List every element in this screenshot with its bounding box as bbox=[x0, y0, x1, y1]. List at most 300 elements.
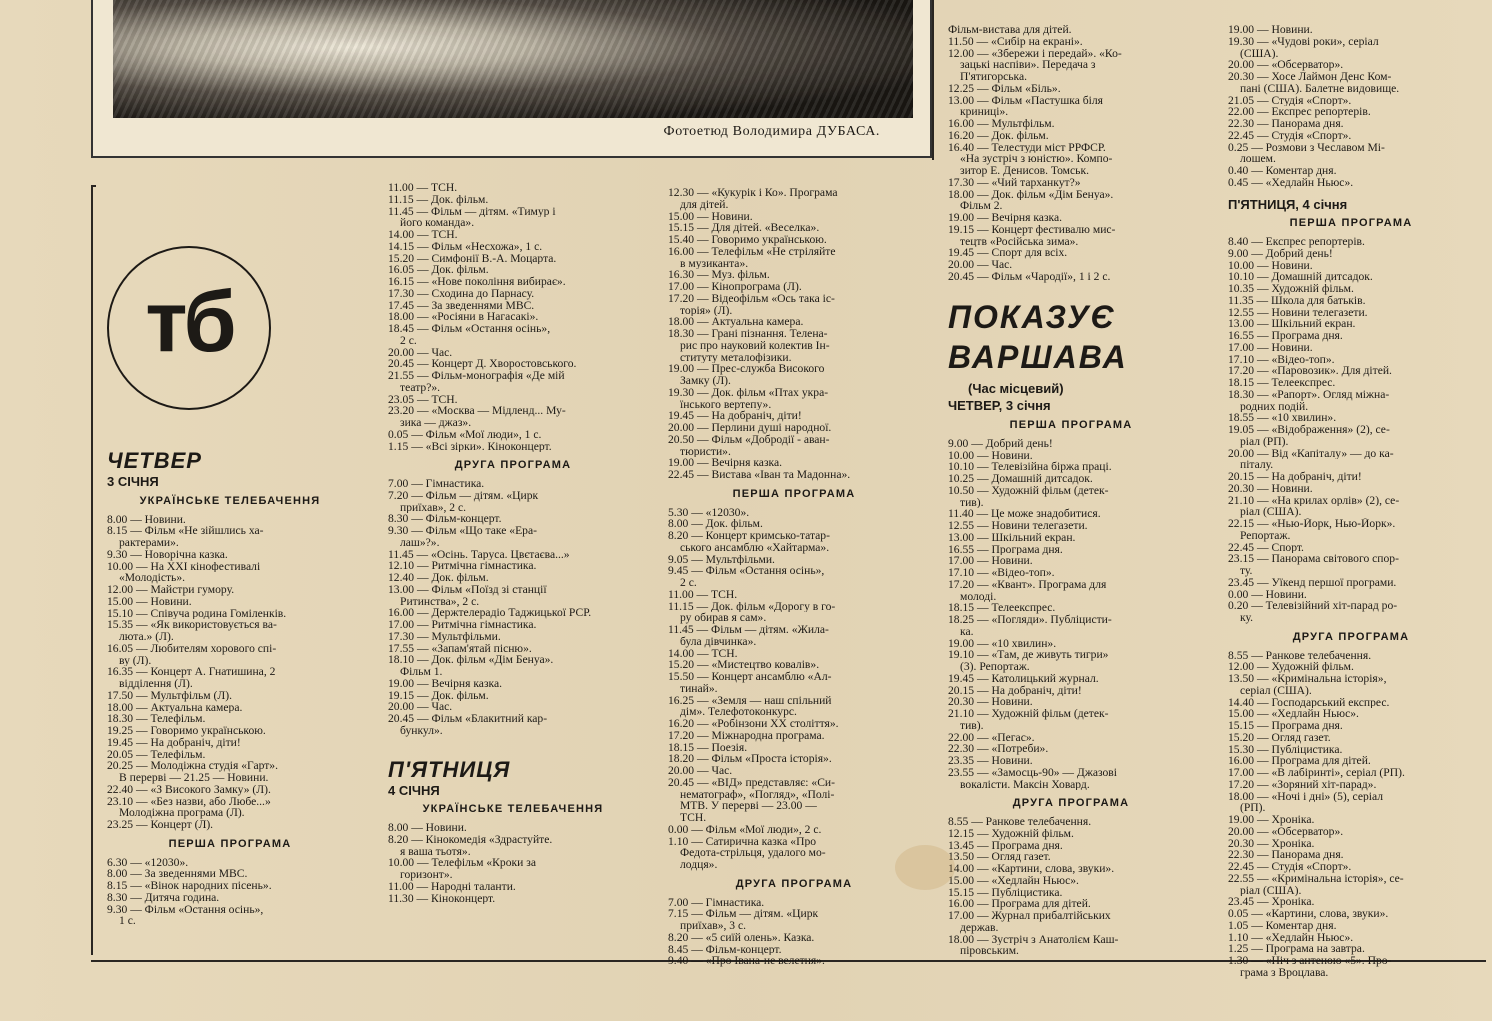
schedule-line: 16.00 — Програма для дітей. bbox=[948, 898, 1091, 910]
column-5 bbox=[1228, 24, 1474, 979]
schedule-line: 11.45 — «Осінь. Таруса. Цвєтаєва...» bbox=[388, 548, 570, 561]
schedule-line: 1.10 — «Хедлайн Ньюс». bbox=[1228, 931, 1354, 944]
schedule-line: 18.45 — Фільм «Остання осінь», bbox=[388, 323, 551, 335]
schedule-line: 0.45 — «Хедлайн Ньюс». bbox=[1228, 176, 1354, 189]
schedule-line: 11.30 — Кіноконцерт. bbox=[388, 892, 496, 905]
tv-logo-text: тб bbox=[145, 273, 233, 370]
schedule-line: зика — джаз». bbox=[400, 417, 472, 429]
schedule-line: 11.00 — ТСН. bbox=[668, 588, 738, 601]
schedule-line: 13.00 — Фільм «Пастушка біля bbox=[948, 94, 1104, 107]
day-heading-friday: П'ЯТНИЦЯ bbox=[388, 756, 511, 782]
schedule-line: 20.00 — «Обсерватор». bbox=[1228, 59, 1344, 71]
schedule-line: 15.10 — Співуча родина Гоміленків. bbox=[107, 607, 287, 620]
schedule-line: 11.45 — Фільм — дітям. «Тимур і bbox=[388, 205, 556, 218]
schedule-list bbox=[948, 24, 1194, 283]
schedule-line: 23.55 — «Замосць-90» — Джазові bbox=[948, 766, 1117, 779]
schedule-line: тецтв «Російська зима». bbox=[960, 235, 1079, 248]
schedule-line: 23.15 — Панорама світового спор- bbox=[1228, 553, 1399, 565]
schedule-line: 17.00 — Журнал прибалтійських bbox=[948, 910, 1111, 922]
schedule-line: 20.00 — Час. bbox=[948, 259, 1013, 271]
schedule-line: 9.05 — Мультфільми. bbox=[668, 553, 775, 566]
schedule-line: 17.10 — «Відео-топ». bbox=[1228, 353, 1335, 366]
schedule-line: 8.30 — Фільм-концерт. bbox=[388, 513, 502, 525]
schedule-line: «На зустріч з юністю». Компо- bbox=[960, 153, 1113, 165]
rule-left-vertical bbox=[91, 185, 93, 955]
schedule-line: ріал (США). bbox=[1240, 884, 1302, 897]
schedule-line: 12.00 — Художній фільм. bbox=[1228, 661, 1354, 673]
paper-stain bbox=[895, 845, 955, 890]
schedule-line: 13.00 — Шкільний екран. bbox=[948, 531, 1076, 544]
schedule-line: його команда». bbox=[400, 217, 475, 229]
schedule-list bbox=[388, 478, 638, 737]
schedule-line: зитор Е. Денисов. Томськ. bbox=[960, 165, 1089, 177]
section-heading: ПЕРША ПРОГРАМА bbox=[1009, 419, 1133, 431]
column-3 bbox=[668, 187, 920, 967]
schedule-line: 0.00 — Новини. bbox=[1228, 588, 1307, 601]
schedule-list bbox=[107, 857, 353, 928]
schedule-line: 23.10 — «Без назви, або Любе...» bbox=[107, 795, 271, 808]
schedule-line: 20.00 — Час. bbox=[388, 701, 453, 713]
section-heading: ПЕРША ПРОГРАМА bbox=[1289, 217, 1413, 230]
schedule-line: нематограф», «Погляд», «Полі- bbox=[680, 788, 835, 801]
schedule-line: лошем. bbox=[1240, 153, 1276, 165]
schedule-line: 8.00 — Док. фільм. bbox=[668, 518, 763, 530]
schedule-line: 12.40 — Док. фільм. bbox=[388, 572, 489, 584]
schedule-line: Ритинства», 2 с. bbox=[400, 595, 480, 608]
schedule-line: 23.45 — Уїкенд першої програми. bbox=[1228, 576, 1397, 589]
schedule-line: 11.15 — Док. фільм «Дорогу в го- bbox=[668, 600, 836, 613]
date-heading: 4 СІЧНЯ bbox=[388, 782, 440, 798]
schedule-line: їнського вертепу». bbox=[680, 398, 772, 411]
schedule-line: 21.55 — Фільм-монографія «Де мій bbox=[388, 370, 565, 382]
schedule-line: 22.30 — «Потреби». bbox=[948, 743, 1049, 755]
schedule-line: ка. bbox=[960, 625, 974, 638]
schedule-line: 22.45 — Вистава «Іван та Мадонна». bbox=[668, 469, 851, 481]
schedule-line: торія» (Л). bbox=[680, 304, 733, 317]
column-2 bbox=[388, 182, 638, 904]
schedule-list bbox=[388, 822, 638, 904]
schedule-line: 20.00 — «Обсерватор». bbox=[1228, 825, 1344, 838]
schedule-line: горизонт». bbox=[400, 869, 453, 881]
schedule-line: 22.00 — «Пегас». bbox=[948, 731, 1035, 744]
schedule-line: 19.15 — Концерт фестивалю мис- bbox=[948, 223, 1116, 236]
schedule-line: 16.40 — Телестуди міст РРФСР. bbox=[948, 141, 1106, 154]
schedule-line: 18.30 — Грані пізнання. Телена- bbox=[668, 328, 828, 340]
schedule-line: приїхав», 3 с. bbox=[680, 920, 747, 932]
schedule-line: 23.25 — Концерт (Л). bbox=[107, 819, 214, 831]
schedule-line: піталу. bbox=[1240, 459, 1274, 471]
schedule-line: 9.00 — Добрий день! bbox=[1228, 247, 1333, 260]
section-heading: ПЕРША ПРОГРАМА bbox=[168, 837, 292, 850]
schedule-line: 17.30 — «Чий тарханкут?» bbox=[948, 176, 1081, 189]
schedule-line: 20.45 — Фільм «Чародії», 1 і 2 с. bbox=[948, 270, 1111, 283]
schedule-line: 20.00 — Час. bbox=[668, 765, 733, 777]
schedule-list bbox=[1228, 236, 1474, 624]
schedule-line: 20.45 — Фільм «Блакитний кар- bbox=[388, 713, 548, 725]
schedule-line: Молодіжна програма (Л). bbox=[119, 807, 245, 819]
schedule-line: 17.00 — Кінопрограма (Л). bbox=[668, 281, 802, 293]
schedule-line: ституту металофізики. bbox=[680, 351, 792, 364]
schedule-line: 20.30 — Хроніка. bbox=[1228, 837, 1315, 850]
schedule-line: я ваша тьотя». bbox=[400, 845, 471, 858]
schedule-line: 8.00 — Новини. bbox=[107, 513, 186, 526]
schedule-line: 20.00 — Перлини душі народної. bbox=[668, 422, 832, 434]
schedule-line: 7.15 — Фільм — дітям. «Цирк bbox=[668, 908, 819, 920]
schedule-line: 19.00 — Хроніка. bbox=[1228, 814, 1315, 826]
schedule-list bbox=[948, 816, 1194, 957]
schedule-line: 19.00 — Новини. bbox=[1228, 24, 1313, 36]
schedule-line: 13.00 — Фільм «Поїзд зі станції bbox=[388, 583, 547, 596]
schedule-line: лодця». bbox=[680, 859, 718, 871]
schedule-line: 15.20 — «Мистецтво ковалів». bbox=[668, 659, 820, 671]
tv-logo bbox=[107, 246, 271, 410]
schedule-line: 17.20 — «Зоряний хіт-парад». bbox=[1228, 778, 1377, 791]
date-heading: П'ЯТНИЦЯ, 4 січня bbox=[1228, 196, 1348, 212]
schedule-line: 21.10 — «На крилах орлів» (2), се- bbox=[1228, 494, 1400, 507]
schedule-line: зацькі наспіви». Передача з bbox=[960, 59, 1096, 71]
schedule-line: 19.45 — Католицький журнал. bbox=[948, 672, 1099, 685]
schedule-line: 15.00 — «Хедлайн Ньюс». bbox=[948, 874, 1079, 887]
schedule-line: 8.55 — Ранкове телебачення. bbox=[1228, 649, 1372, 662]
schedule-line: 19.00 — «10 хвилин». bbox=[948, 637, 1057, 650]
schedule-line: 17.10 — «Відео-топ». bbox=[948, 567, 1055, 579]
schedule-line: для дітей. bbox=[680, 198, 729, 211]
schedule-line: 15.50 — Концерт ансамблю «Ал- bbox=[668, 671, 832, 683]
schedule-line: Замку (Л). bbox=[680, 375, 731, 387]
schedule-line: 20.00 — Час. bbox=[388, 346, 453, 359]
column-1 bbox=[107, 440, 353, 927]
schedule-line: 12.25 — Фільм «Біль». bbox=[948, 82, 1061, 95]
schedule-line: 9.00 — Добрий день! bbox=[948, 437, 1053, 450]
schedule-line: 22.45 — Студія «Спорт». bbox=[1228, 861, 1352, 873]
warsaw-title-line-1: ПОКАЗУЄ bbox=[948, 298, 1116, 335]
schedule-line: 1.15 — «Всі зірки». Кіноконцерт. bbox=[388, 440, 552, 453]
schedule-line: 20.30 — Хосе Лаймон Денс Ком- bbox=[1228, 71, 1392, 83]
schedule-line: Фільм 1. bbox=[400, 666, 443, 678]
schedule-line: 12.15 — Художній фільм. bbox=[948, 827, 1074, 840]
schedule-line: 23.05 — ТСН. bbox=[388, 393, 458, 406]
schedule-line: 9.30 — Фільм «Що таке «Ера- bbox=[388, 525, 537, 537]
schedule-line: 0.00 — Фільм «Мої люди», 2 с. bbox=[668, 823, 822, 836]
schedule-line: 8.40 — Експрес репортерів. bbox=[1228, 236, 1365, 248]
schedule-line: 18.00 — Актуальна камера. bbox=[107, 701, 243, 714]
schedule-line: 10.00 — Телефільм «Кроки за bbox=[388, 857, 536, 869]
schedule-line: лаш»?». bbox=[400, 536, 440, 549]
schedule-line: 12.00 — «Збережи і передай». «Ко- bbox=[948, 47, 1122, 60]
schedule-list bbox=[1228, 24, 1474, 189]
schedule-line: Фільм 2. bbox=[960, 200, 1003, 212]
schedule-line: 18.00 — «Росіяни в Нагасакі». bbox=[388, 311, 539, 323]
section-heading: ДРУГА ПРОГРАМА bbox=[735, 877, 853, 890]
schedule-list bbox=[388, 182, 638, 452]
schedule-line: 10.00 — Новини. bbox=[1228, 259, 1313, 272]
schedule-line: 2 с. bbox=[680, 577, 697, 589]
schedule-line: 16.35 — Концерт А. Гнатишина, 2 bbox=[107, 666, 276, 678]
schedule-line: 19.45 — На добраніч, діти! bbox=[107, 736, 241, 749]
schedule-line: 23.35 — Новини. bbox=[948, 755, 1033, 767]
schedule-line: 7.00 — Гімнастика. bbox=[668, 896, 765, 909]
schedule-line: 17.00 — Новини. bbox=[1228, 341, 1313, 354]
schedule-line: 19.00 — Вечірня казка. bbox=[388, 677, 503, 690]
schedule-line: 23.45 — Хроніка. bbox=[1228, 896, 1315, 908]
schedule-line: 22.45 — Студія «Спорт». bbox=[1228, 129, 1352, 142]
schedule-line: 22.30 — Панорама дня. bbox=[1228, 118, 1344, 130]
schedule-line: 11.00 — ТСН. bbox=[388, 182, 458, 194]
schedule-line: 14.40 — Господарський експрес. bbox=[1228, 696, 1390, 709]
schedule-line: 0.20 — Телевізійний хіт-парад ро- bbox=[1228, 600, 1398, 612]
schedule-line: 10.10 — Телевізійна біржа праці. bbox=[948, 461, 1112, 473]
schedule-line: 22.00 — Експрес репортерів. bbox=[1228, 106, 1371, 118]
schedule-line: серіал (США). bbox=[1240, 684, 1312, 697]
schedule-line: 14.00 — ТСН. bbox=[388, 229, 458, 241]
schedule-line: 17.00 — Ритмічна гімнастика. bbox=[388, 619, 537, 631]
schedule-list bbox=[668, 897, 920, 968]
schedule-line: 10.50 — Художній фільм (детек- bbox=[948, 484, 1109, 497]
schedule-line: 17.50 — Мультфільм (Л). bbox=[107, 689, 233, 702]
schedule-line: 19.25 — Говоримо українською. bbox=[107, 725, 266, 737]
schedule-line: 11.00 — Народні таланти. bbox=[388, 880, 516, 893]
schedule-line: 7.00 — Гімнастика. bbox=[388, 478, 485, 490]
schedule-line: 16.05 — Любителям хорового спі- bbox=[107, 642, 277, 655]
schedule-line: 20.30 — Новини. bbox=[1228, 482, 1313, 495]
schedule-line: 11.15 — Док. фільм. bbox=[388, 193, 489, 206]
schedule-line: 16.20 — Док. фільм. bbox=[948, 129, 1049, 142]
schedule-line: 21.10 — Художній фільм (детек- bbox=[948, 708, 1109, 720]
schedule-line: 16.00 — Мультфільм. bbox=[948, 118, 1055, 130]
schedule-line: 7.20 — Фільм — дітям. «Цирк bbox=[388, 489, 539, 502]
schedule-line: 19.05 — «Відображення» (2), се- bbox=[1228, 424, 1390, 436]
schedule-line: 8.30 — Дитяча година. bbox=[107, 891, 220, 904]
schedule-line: 1.05 — Коментар дня. bbox=[1228, 919, 1337, 932]
landscape-photo bbox=[113, 0, 913, 118]
schedule-line: 15.35 — «Як використовується ва- bbox=[107, 619, 277, 631]
schedule-line: ру обирав я сам». bbox=[680, 612, 767, 624]
schedule-line: ріал (США). bbox=[1240, 506, 1302, 518]
schedule-line: 19.30 — «Чудові роки», серіал bbox=[1228, 35, 1379, 48]
schedule-line: 18.00 — Док. фільм «Дім Бенуа». bbox=[948, 188, 1114, 201]
schedule-line: 17.20 — Міжнародна програма. bbox=[668, 729, 825, 742]
schedule-line: 18.30 — «Рапорт». Огляд міжна- bbox=[1228, 388, 1390, 401]
schedule-line: криниці». bbox=[960, 106, 1009, 118]
schedule-line: 9.30 — Новорічна казка. bbox=[107, 548, 228, 561]
schedule-line: 15.30 — Публіцистика. bbox=[1228, 743, 1343, 756]
schedule-line: 18.30 — Телефільм. bbox=[107, 713, 206, 725]
schedule-line: 23.20 — «Москва — Мідленд... Му- bbox=[388, 405, 566, 417]
schedule-line: (3). Репортаж. bbox=[960, 661, 1030, 673]
schedule-line: 18.00 — Актуальна камера. bbox=[668, 316, 804, 328]
schedule-line: (США). bbox=[1240, 47, 1279, 60]
schedule-line: 10.25 — Домашній дитсадок. bbox=[948, 473, 1093, 485]
schedule-line: держав. bbox=[960, 921, 999, 934]
schedule-line: 0.05 — Фільм «Мої люди», 1 с. bbox=[388, 428, 542, 441]
schedule-line: 22.30 — Панорама дня. bbox=[1228, 849, 1344, 861]
schedule-line: 16.05 — Док. фільм. bbox=[388, 264, 489, 276]
schedule-line: 1.25 — Програма на завтра. bbox=[1228, 943, 1365, 955]
schedule-line: 20.05 — Телефільм. bbox=[107, 748, 206, 761]
schedule-list bbox=[1228, 650, 1474, 979]
schedule-line: 8.00 — Новини. bbox=[388, 822, 467, 834]
schedule-line: 15.15 — Публіцистика. bbox=[948, 886, 1063, 899]
schedule-line: 11.40 — Це може знадобитися. bbox=[948, 508, 1101, 520]
schedule-line: 6.30 — «12030». bbox=[107, 856, 189, 869]
schedule-line: 1 с. bbox=[119, 915, 136, 927]
section-heading: ДРУГА ПРОГРАМА bbox=[1292, 630, 1410, 643]
schedule-line: 16.00 — Програма для дітей. bbox=[1228, 755, 1371, 767]
schedule-line: В перерві — 21.25 — Новини. bbox=[119, 772, 269, 784]
schedule-line: в музиканта». bbox=[680, 257, 749, 270]
schedule-line: піровським. bbox=[960, 945, 1019, 957]
schedule-line: 20.00 — Від «Капіталу» — до ка- bbox=[1228, 447, 1394, 460]
schedule-line: 12.30 — «Кукурік і Ко». Програма bbox=[668, 187, 838, 199]
schedule-line: ву (Л). bbox=[119, 654, 152, 667]
schedule-line: 18.15 — Телеекспрес. bbox=[948, 602, 1056, 614]
schedule-line: 15.00 — Новини. bbox=[668, 210, 753, 223]
schedule-line: 8.55 — Ранкове телебачення. bbox=[948, 816, 1092, 828]
schedule-line: відділення (Л). bbox=[119, 678, 193, 690]
schedule-line: 13.45 — Програма дня. bbox=[948, 839, 1063, 852]
section-heading: ПЕРША ПРОГРАМА bbox=[732, 487, 856, 500]
schedule-line: Репортаж. bbox=[1240, 529, 1291, 542]
schedule-line: 17.20 — «Паровозик». Для дітей. bbox=[1228, 365, 1392, 377]
schedule-line: ріал (РП). bbox=[1240, 435, 1289, 448]
schedule-line: 15.20 — Огляд газет. bbox=[1228, 731, 1331, 744]
schedule-line: 18.15 — Телеекспрес. bbox=[1228, 377, 1336, 389]
schedule-line: 8.20 — Концерт кримсько-татар- bbox=[668, 530, 830, 542]
schedule-line: 15.15 — Програма дня. bbox=[1228, 720, 1343, 732]
schedule-line: 1.30 — «Ніч з антеною «5». Про- bbox=[1228, 955, 1392, 967]
date-heading: ЧЕТВЕР, 3 січня bbox=[948, 398, 1051, 414]
schedule-line: 16.25 — «Земля — наш спільний bbox=[668, 694, 832, 707]
schedule-line: ського ансамблю «Хайтарма». bbox=[680, 541, 830, 554]
schedule-line: тюристи». bbox=[680, 445, 731, 458]
schedule-line: 18.55 — «10 хвилин». bbox=[1228, 412, 1337, 424]
schedule-line: 8.15 — Фільм «Не зійшлись ха- bbox=[107, 525, 264, 537]
schedule-line: 8.20 — «5 сиїй олень». Казка. bbox=[668, 931, 815, 944]
date-heading: 3 СІЧНЯ bbox=[107, 474, 159, 489]
schedule-line: 10.35 — Художній фільм. bbox=[1228, 283, 1354, 295]
column-4 bbox=[948, 24, 1194, 957]
schedule-line: грама з Вроцлава. bbox=[1240, 966, 1329, 979]
schedule-line: 19.00 — Вечірня казка. bbox=[948, 212, 1063, 224]
schedule-line: 8.20 — Кінокомедія «Здрастуйте. bbox=[388, 833, 553, 846]
schedule-line: 16.00 — Телефільм «Не стріляйте bbox=[668, 245, 836, 258]
schedule-list bbox=[948, 438, 1194, 791]
schedule-line: 22.40 — «З Високого Замку» (Л). bbox=[107, 783, 271, 796]
schedule-line: 18.00 — «Ночі і дні» (5), серіал bbox=[1228, 790, 1384, 803]
schedule-line: 16.55 — Програма дня. bbox=[1228, 330, 1343, 342]
schedule-line: 14.15 — Фільм «Несхожа», 1 с. bbox=[388, 240, 543, 253]
schedule-line: 5.30 — «12030». bbox=[668, 506, 750, 519]
schedule-line: 19.00 — Прес-служба Високого bbox=[668, 363, 825, 375]
schedule-line: 16.30 — Муз. фільм. bbox=[668, 269, 770, 281]
schedule-line: 17.00 — «В лабіринті», серіал (РП). bbox=[1228, 767, 1405, 779]
schedule-line: 0.25 — Розмови з Чеславом Мі- bbox=[1228, 141, 1385, 154]
schedule-line: «Молодість». bbox=[119, 572, 186, 584]
schedule-line: 10.10 — Домашній дитсадок. bbox=[1228, 271, 1373, 283]
schedule-line: 12.10 — Ритмічна гімнастика. bbox=[388, 560, 537, 572]
schedule-line: 0.05 — «Картини, слова, звуки». bbox=[1228, 908, 1389, 920]
schedule-line: 19.15 — Док. фільм. bbox=[388, 689, 489, 702]
schedule-line: 22.45 — Спорт. bbox=[1228, 541, 1304, 554]
local-time-note: (Час місцевий) bbox=[968, 380, 1064, 396]
warsaw-title-line-2: ВАРШАВА bbox=[948, 338, 1128, 375]
schedule-line: МТВ. У перерві — 23.00 — bbox=[680, 800, 817, 812]
schedule-line: 17.20 — «Квант». Програма для bbox=[948, 578, 1107, 591]
schedule-line: 8.00 — За зведеннями МВС. bbox=[107, 868, 248, 880]
schedule-line: 18.00 — Зустріч з Анатолієм Каш- bbox=[948, 933, 1119, 946]
schedule-line: 20.15 — На добраніч, діти! bbox=[948, 684, 1082, 697]
schedule-line: 14.00 — ТСН. bbox=[668, 647, 738, 660]
schedule-line: пані (США). Балетне видовище. bbox=[1240, 82, 1400, 95]
rule-photo-right bbox=[932, 0, 934, 160]
schedule-line: 10.00 — Новини. bbox=[948, 449, 1033, 462]
schedule-line: 20.15 — На добраніч, діти! bbox=[1228, 471, 1362, 483]
schedule-line: Фільм-вистава для дітей. bbox=[948, 24, 1072, 36]
section-heading: УКРАЇНСЬКЕ ТЕЛЕБАЧЕННЯ bbox=[139, 494, 321, 507]
schedule-line: тив). bbox=[960, 719, 984, 732]
schedule-line: 19.10 — «Там, де живуть тигри» bbox=[948, 649, 1109, 661]
schedule-line: 16.55 — Програма дня. bbox=[948, 543, 1063, 556]
schedule-line: 15.15 — Для дітей. «Веселка». bbox=[668, 222, 820, 234]
schedule-line: 20.45 — «ВІД» представляє: «Си- bbox=[668, 776, 835, 789]
schedule-line: 19.45 — На добраніч, діти! bbox=[668, 410, 802, 422]
schedule-line: ту. bbox=[1240, 565, 1253, 577]
schedule-line: 9.45 — Фільм «Остання осінь», bbox=[668, 565, 825, 577]
schedule-line: 19.00 — Вечірня казка. bbox=[668, 457, 783, 469]
schedule-line: 8.15 — «Вінок народних пісень». bbox=[107, 880, 272, 892]
schedule-line: 18.20 — Фільм «Проста історія». bbox=[668, 753, 832, 765]
schedule-line: 0.40 — Коментар дня. bbox=[1228, 165, 1337, 177]
schedule-line: люта.» (Л). bbox=[119, 631, 174, 643]
schedule-line: 12.55 — Новини телегазети. bbox=[948, 520, 1088, 532]
schedule-line: 20.50 — Фільм «Добродії - аван- bbox=[668, 433, 830, 446]
schedule-line: 21.05 — Студія «Спорт». bbox=[1228, 94, 1352, 107]
schedule-line: 20.25 — Молодіжна студія «Гарт». bbox=[107, 760, 279, 772]
schedule-line: 9.30 — Фільм «Остання осінь», bbox=[107, 903, 264, 916]
schedule-line: рактерами». bbox=[119, 537, 179, 549]
schedule-line: рис про науковий колектив Ін- bbox=[680, 339, 830, 352]
schedule-line: 18.15 — Поезія. bbox=[668, 741, 748, 754]
schedule-line: ку. bbox=[1240, 612, 1254, 624]
schedule-line: 10.00 — На XXI кінофестивалі bbox=[107, 560, 261, 573]
schedule-line: 19.30 — Док. фільм «Птах укра- bbox=[668, 386, 829, 399]
schedule-line: 15.20 — Симфонії В.-А. Моцарта. bbox=[388, 252, 557, 265]
schedule-line: 12.55 — Новини телегазети. bbox=[1228, 306, 1368, 319]
schedule-line: 17.45 — За зведеннями МВС. bbox=[388, 299, 535, 312]
section-heading: ДРУГА ПРОГРАМА bbox=[454, 459, 572, 472]
schedule-list bbox=[107, 514, 353, 831]
schedule-line: молоді. bbox=[960, 590, 997, 603]
schedule-line: 22.15 — «Нью-Йорк, Нью-Йорк». bbox=[1228, 518, 1396, 530]
schedule-line: родних подій. bbox=[1240, 400, 1309, 413]
schedule-line: 13.00 — Шкільний екран. bbox=[1228, 318, 1356, 330]
schedule-line: 11.35 — Школа для батьків. bbox=[1228, 294, 1366, 307]
schedule-line: 19.45 — Спорт для всіх. bbox=[948, 247, 1068, 259]
schedule-line: 15.00 — «Хедлайн Ньюс». bbox=[1228, 708, 1359, 720]
schedule-line: 11.50 — «Сибір на екрані». bbox=[948, 35, 1083, 48]
schedule-line: приїхав», 2 с. bbox=[400, 501, 467, 514]
schedule-line: 13.50 — «Кримінальна історія», bbox=[1228, 673, 1387, 685]
schedule-line: (РП). bbox=[1240, 802, 1266, 814]
day-heading-thursday: ЧЕТВЕР bbox=[107, 448, 202, 473]
schedule-line: 15.00 — Новини. bbox=[107, 595, 192, 608]
schedule-line: 13.50 — Огляд газет. bbox=[948, 851, 1051, 863]
schedule-line: тинай». bbox=[680, 682, 718, 695]
section-heading: УКРАЇНСЬКЕ ТЕЛЕБАЧЕННЯ bbox=[422, 803, 604, 816]
section-heading: ДРУГА ПРОГРАМА bbox=[1012, 797, 1130, 810]
schedule-line: 15.40 — Говоримо українською. bbox=[668, 234, 827, 246]
schedule-line: Федота-стрільця, удалого мо- bbox=[680, 847, 826, 859]
